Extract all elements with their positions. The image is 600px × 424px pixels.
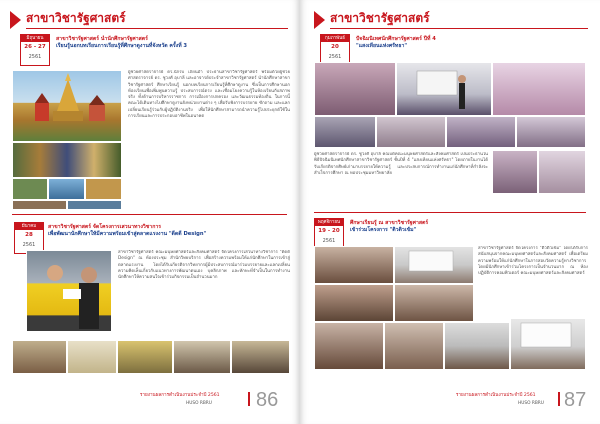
screen-illustration bbox=[511, 319, 586, 370]
ceremony-photo bbox=[314, 62, 396, 116]
footer-subtitle: HUSO RBRU bbox=[186, 401, 212, 406]
badge-days: 26 - 27 bbox=[24, 44, 46, 50]
classroom-photo bbox=[314, 246, 394, 284]
temple-illustration bbox=[13, 71, 122, 142]
badge-year: 2561 bbox=[28, 54, 42, 60]
section-heading-line2: "แสงเทียนแห่งศรัทธา" bbox=[356, 43, 408, 49]
page-number: 87 bbox=[564, 389, 587, 411]
stage-illustration bbox=[397, 63, 492, 116]
page-number-bar bbox=[558, 392, 560, 406]
page-header bbox=[300, 8, 600, 30]
badge-month: มีนาคม bbox=[15, 223, 43, 230]
classroom-photo bbox=[394, 246, 474, 284]
event-photo bbox=[67, 340, 117, 374]
screen-illustration bbox=[395, 247, 474, 284]
award-illustration bbox=[27, 251, 112, 332]
ceremony-photo bbox=[446, 116, 516, 148]
event-photo bbox=[12, 340, 67, 374]
date-badge bbox=[20, 34, 50, 66]
section-heading bbox=[56, 36, 286, 50]
badge-year: 2561 bbox=[322, 238, 336, 244]
ceremony-photo bbox=[492, 150, 538, 194]
section-divider bbox=[314, 212, 586, 213]
event-photo bbox=[117, 340, 173, 374]
thumbnail-photo bbox=[12, 200, 67, 210]
thumbnail-photo bbox=[85, 178, 122, 200]
classroom-photo bbox=[444, 322, 510, 370]
header-arrow-icon bbox=[314, 11, 325, 29]
badge-year: 2561 bbox=[328, 54, 342, 60]
footer-subtitle: HUSO RBRU bbox=[518, 401, 544, 406]
badge-month: กุมภาพันธ์ bbox=[321, 35, 349, 42]
section-heading bbox=[356, 36, 586, 50]
badge-days: 19 - 20 bbox=[318, 228, 340, 234]
badge-month: พฤศจิกายน bbox=[315, 219, 343, 226]
thumbnail-photo bbox=[48, 178, 85, 200]
classroom-photo bbox=[384, 322, 444, 370]
page-number: 86 bbox=[256, 389, 279, 411]
section-heading-line1: ปัจฉิมนิเทศนักศึกษารัฐศาสตร์ ปีที่ 4 bbox=[356, 36, 436, 42]
page-right bbox=[300, 0, 600, 424]
classroom-photo bbox=[314, 322, 384, 370]
badge-year: 2561 bbox=[22, 242, 36, 248]
event-photo bbox=[173, 340, 231, 374]
section-divider bbox=[12, 214, 287, 215]
section-heading-line1: สาขาวิชารัฐศาสตร์ จัดโครงการเสวนาทางวิชาการ bbox=[48, 224, 162, 230]
header-arrow-icon bbox=[10, 11, 21, 29]
page-title: สาขาวิชารัฐศาสตร์ bbox=[330, 11, 430, 25]
group-photo bbox=[12, 142, 122, 178]
ceremony-photo bbox=[396, 62, 492, 116]
section-heading bbox=[48, 224, 288, 238]
section-body: สาขาวิชารัฐศาสตร์ จัดโครงการ "ติวติวเข้ม" โดยได้รับการสนับสนุนจากคณะมนุษยศาสตร์และสังคมศาสตร์ เพื่อเตรียมความพร้อมให้แก่นักศึกษาในการสอบวัดความรู้ทางวิชาการ โดยมีนักศึกษาเข้าร่วมโครงการเป็นจำนวนมาก ณ ห้องปฏิบัติการคอมพิวเตอร์ คณะมนุษยศาสตร์และสังคมศาสตร์ bbox=[478, 246, 588, 277]
badge-days: 20 bbox=[331, 44, 339, 50]
ceremony-photo bbox=[314, 116, 376, 148]
classroom-photo bbox=[314, 284, 394, 322]
footer-title: รายงานผลการดำเนินงานประจำปี 2561 bbox=[140, 393, 220, 398]
event-photo bbox=[231, 340, 290, 374]
ceremony-photo bbox=[492, 62, 586, 116]
section-body: ผู้ช่วยศาสตราจารย์ ดร. ชูวงศ์ อุบาลี คณบดีคณะมนุษยศาสตร์และสังคมศาสตร์ เป็นประธานในพิธีปัจฉิมนิเทศนักศึกษาสาขาวิชารัฐศาสตร์ ชั้นปีที่ 4 "แสงเทียนแห่งศรัทธา" โดยภายในงานได้รับเกียรติจากศิษย์เก่ามาบรรยายให้ความรู้ และประสบการณ์การทำงานแก่นักศึกษาที่กำลังจะสำเร็จการศึกษา ณ หอประชุมมหาวิทยาลัย bbox=[314, 152, 488, 176]
page-header bbox=[0, 8, 300, 30]
thumbnail-photo bbox=[12, 178, 48, 200]
ceremony-photo bbox=[538, 150, 586, 194]
section-heading-line2: เรียนรู้นอกบทเรียนการเรียนรู้ที่ศึกษาดูงานที่จังหวัด ครั้งที่ 3 bbox=[56, 43, 188, 49]
badge-month: มิถุนายน bbox=[21, 35, 49, 42]
section-heading-line1: ศึกษาเรียนรู้ ณ สาขาวิชารัฐศาสตร์ bbox=[350, 220, 429, 226]
award-photo bbox=[26, 250, 112, 332]
header-rule bbox=[26, 28, 288, 29]
footer-title: รายงานผลการดำเนินงานประจำปี 2561 bbox=[456, 393, 536, 398]
section-heading bbox=[350, 220, 586, 234]
section-body: สาขาวิชารัฐศาสตร์ คณะมนุษยศาสตร์และสังคมศาสตร์ จัดโครงการเสวนาทางวิชาการ "ดีดดี Design" ณ ห้องประชุม สำนักวิทยบริการ เพื่อสร้างความพร้อมให้แก่นักศึกษาในการเข้าสู่ตลาดแรงงาน โดยได้รับเกียรติจากวิทยากรผู้มีประสบการณ์มาร่วมบรรยายและแลกเปลี่ยนความคิดเห็นเกี่ยวกับแนวทางการพัฒนาตนเอง บุคลิกภาพ และทักษะที่จำเป็นในการทำงาน นักศึกษาให้ความสนใจเข้าร่วมกิจกรรมเป็นจำนวนมาก bbox=[118, 250, 290, 281]
badge-days: 28 bbox=[25, 232, 33, 238]
section-heading-line2: เข้าร่วมโครงการ "ติวติวเข้ม" bbox=[350, 227, 417, 233]
page-number-bar bbox=[248, 392, 250, 406]
section-heading-line1: สาขาวิชารัฐศาสตร์ นำนักศึกษารัฐศาสตร์ bbox=[56, 36, 148, 42]
temple-photo bbox=[12, 70, 122, 142]
thumbnail-photo bbox=[67, 200, 122, 210]
classroom-photo bbox=[394, 284, 474, 322]
header-rule bbox=[330, 28, 588, 29]
ceremony-photo bbox=[376, 116, 446, 148]
section-body: ผู้ช่วยศาสตราจารย์ ดร.นักรบ เถียนอ้ำ ประธานสาขาวิชารัฐศาสตร์ พร้อมด้วยผู้ช่วยศาสตราจารย์ ดร. ชูวงศ์ อุบาลี และอาจารย์ประจำสาขาวิชารัฐศาสตร์ นำนักศึกษาสาขาวิชารัฐศาสตร์ ศึกษาเรียนรู้ นอกบทเรียนการเรียนรู้ที่ศึกษาดูงาน ซึ่งเป็นการศึกษานอกห้องเรียนเพื่อเพิ่มพูนความรู้ ประสบการณ์ตรง และเชื่อมโยงความรู้ในห้องเรียนกับสภาพจริง ทั้งด้านการบริหารราชการ การเมืองการปกครอง และวัฒนธรรมท้องถิ่น ในการนี้คณะได้เดินทางไปศึกษาดูงานยังหน่วยงานต่าง ๆ เพื่อรับฟังการบรรยาย ซักถาม และแลกเปลี่ยนเรียนรู้ร่วมกับผู้ปฏิบัติงานจริง เพื่อให้นักศึกษาสามารถนำความรู้ไปประยุกต์ใช้ในการเรียนและการประกอบอาชีพในอนาคต bbox=[128, 70, 290, 120]
ceremony-photo bbox=[516, 116, 586, 148]
classroom-photo bbox=[510, 318, 586, 370]
page-title: สาขาวิชารัฐศาสตร์ bbox=[26, 11, 126, 25]
section-heading-line2: เพื่อพัฒนานักศึกษาให้มีความพร้อมเข้าสู่ตลาดแรงงาน "ดีดดี Design" bbox=[48, 231, 207, 237]
